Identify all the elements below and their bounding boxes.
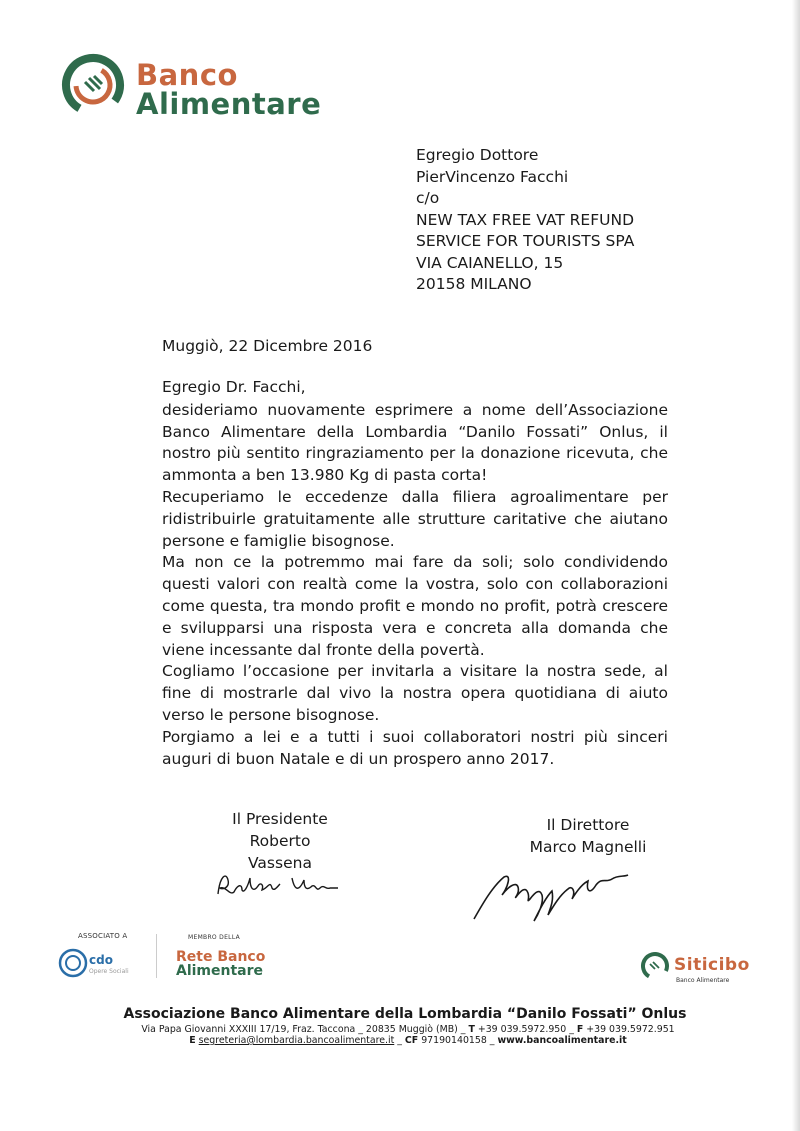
footer-tel: +39 039.5972.950 _ [477, 1024, 574, 1035]
banco-alimentare-logo-icon [60, 52, 126, 118]
footer-email-label: E [189, 1035, 196, 1046]
cdo-logo-subtitle: Opere Sociali [89, 968, 129, 975]
cdo-logo-icon [56, 946, 90, 980]
paragraph: Cogliamo l’occasione per invitarla a visitare la nostra sede, al fine di mostrarle dal vivo la nostra opera quotidiana di aiuto verso le persone bisognose. [162, 662, 668, 724]
footer-logo-divider [156, 934, 157, 978]
footer-contact-line [0, 1035, 800, 1046]
address-line: VIA CAIANELLO, 15 [416, 253, 564, 272]
scan-edge-shadow [792, 0, 800, 1131]
signature-name: Roberto Vassena [248, 832, 312, 872]
greeting: Egregio Dr. Facchi, [162, 378, 306, 396]
siticibo-logo-icon [640, 951, 670, 981]
paragraph: desideriamo nuovamente esprimere a nome dell’Associazione Banco Alimentare della Lombardia “Danilo Fossati” Onlus, il nostro più sentito ringraziamento per la donazione ricevuta, che ammonta a ben 13.980 Kg di pasta corta! [162, 400, 668, 485]
address-line: 20158 MILANO [416, 275, 532, 293]
paragraph: Porgiamo a lei e a tutti i suoi collaboratori nostri più sinceri auguri di buon Natale e di un prospero anno 2017. [162, 727, 668, 768]
letter-body [162, 377, 668, 770]
paragraph: Ma non ce la potremmo mai fare da soli; solo condividendo questi valori con realtà come la vostra, solo con collaborazioni come questa, tra mondo profit e mondo no profit, potrà crescere e svilupparsi una risposta vera e concreta alla domanda che viene incessante dal fronte della povertà. [162, 553, 668, 659]
signature-block-president [220, 808, 340, 874]
paragraph: Recuperiamo le eccedenze dalla filiera agroalimentare per ridistribuirle gratuitamente alle strutture caritative che aiutano persone e famiglie bisognose. [162, 487, 668, 550]
address-line: c/o [416, 189, 440, 207]
cdo-logo-text: cdo [89, 953, 113, 967]
address-line: Egregio Dottore [416, 146, 539, 164]
footer-cf: 97190140158 _ [421, 1035, 495, 1046]
date-line: Muggiò, 22 Dicembre 2016 [162, 337, 373, 355]
footer-separator: _ [397, 1035, 402, 1046]
handwritten-signature-president [212, 866, 342, 902]
signature-role: Il Direttore [546, 816, 630, 834]
membro-label: MEMBRO DELLA [188, 934, 240, 941]
footer-org-name: Associazione Banco Alimentare della Lombardia “Danilo Fossati” Onlus [123, 1006, 687, 1022]
rete-logo-line2: Alimentare [176, 963, 264, 979]
recipient-address [416, 145, 634, 296]
signature-role: Il Presidente [232, 810, 328, 828]
rete-logo-line1: Rete Banco [176, 949, 266, 965]
logo-text-alimentare: Alimentare [136, 87, 322, 121]
associato-label: ASSOCIATO A [78, 932, 128, 940]
footer-tel-label: T [468, 1024, 475, 1035]
signature-name: Marco Magnelli [529, 838, 647, 856]
signature-block-director [528, 814, 648, 858]
handwritten-signature-director [468, 865, 633, 925]
footer-address: Via Papa Giovanni XXXIII 17/19, Fraz. Taccona _ 20835 Muggiò (MB) _ [141, 1024, 466, 1035]
banco-alimentare-logo [60, 52, 340, 122]
footer-fax-label: F [576, 1024, 584, 1035]
footer-email-link[interactable]: segreteria@lombardia.bancoalimentare.it [198, 1035, 395, 1046]
address-line: NEW TAX FREE VAT REFUND [416, 210, 635, 229]
footer-website-link[interactable]: www.bancoalimentare.it [497, 1035, 627, 1046]
siticibo-logo-subtitle: Banco Alimentare [676, 977, 730, 984]
logo-text-banco: Banco [136, 58, 238, 92]
footer-address-line [0, 1024, 800, 1035]
footer-fax: +39 039.5972.951 [586, 1024, 675, 1035]
address-line: SERVICE FOR TOURISTS SPA [416, 232, 635, 250]
footer-cf-label: CF [404, 1035, 419, 1046]
address-line: PierVincenzo Facchi [416, 167, 569, 186]
siticibo-logo-text: Siticibo [674, 955, 750, 975]
